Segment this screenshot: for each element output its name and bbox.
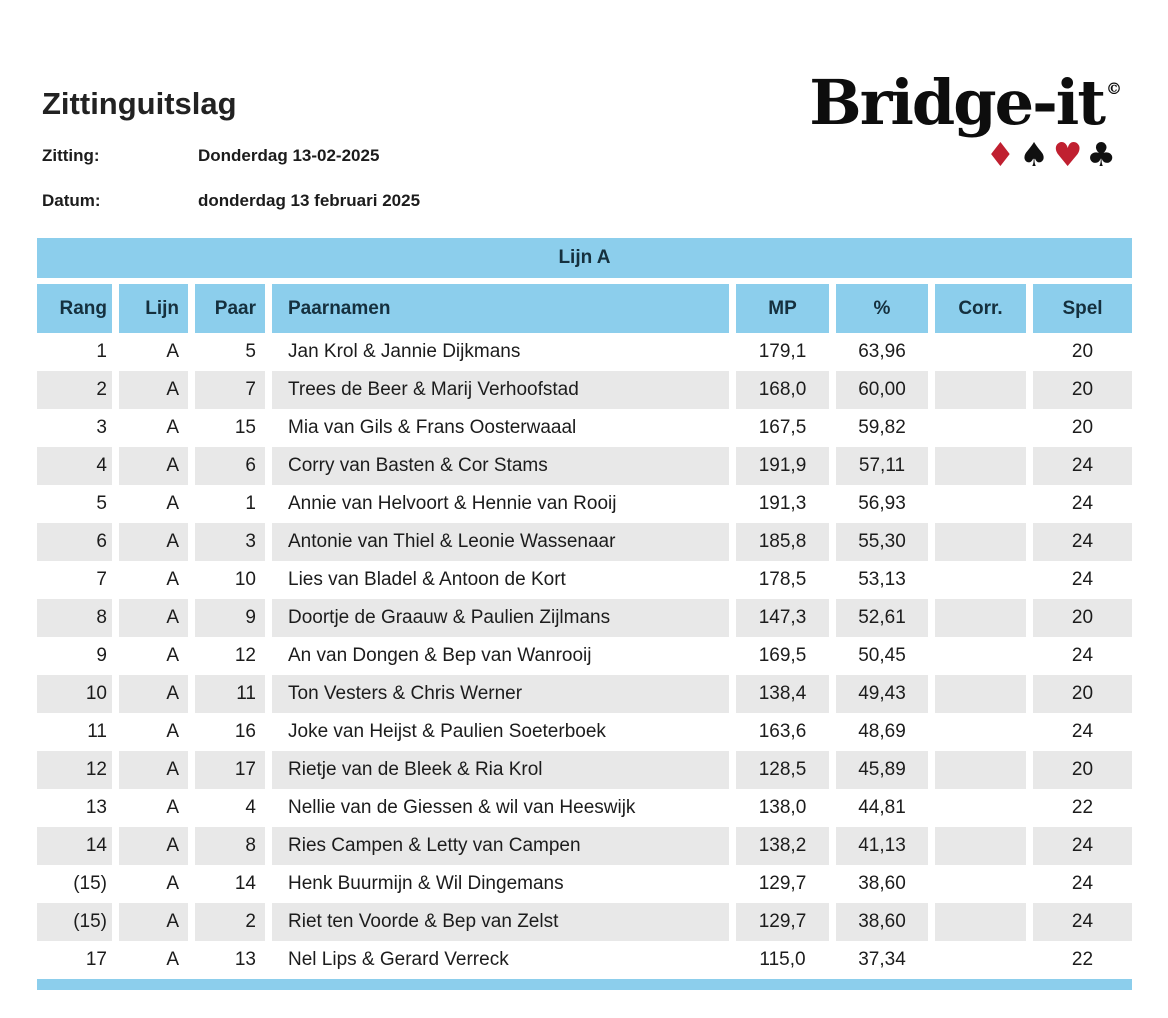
- cell-corr: [935, 447, 1026, 485]
- cell-spel: 22: [1071, 949, 1094, 970]
- club-suit-icon: ♣: [1086, 135, 1120, 175]
- cell-paar: 10: [234, 569, 256, 590]
- table-row: [37, 333, 1132, 371]
- table-row: [37, 751, 1132, 789]
- cell-paar: 13: [234, 949, 256, 970]
- cell-paarnamen: Rietje van de Bleek & Ria Krol: [272, 751, 729, 789]
- cell-mp: 168,0: [736, 371, 829, 409]
- bridge-it-logo-text: Bridge-it ©: [809, 66, 1122, 139]
- cell-lijn: A: [119, 827, 188, 865]
- table-header-row: [37, 284, 1132, 333]
- cell-mp: 167,5: [758, 417, 807, 438]
- cell-paar: 16: [234, 721, 256, 742]
- cell-paarnamen: Trees de Beer & Marij Verhoofstad: [272, 371, 729, 409]
- bridge-it-logo: [809, 66, 1122, 175]
- cell-rang: 8: [37, 599, 112, 637]
- cell-paarnamen: Henk Buurmijn & Wil Dingemans: [288, 873, 564, 894]
- session-meta: [42, 146, 420, 236]
- cell-lijn: A: [119, 371, 188, 409]
- zitting-value: Donderdag 13-02-2025: [198, 146, 380, 165]
- copyright-icon: ©: [1106, 79, 1122, 98]
- heart-suit-icon: ♥: [1052, 135, 1087, 175]
- cell-rang: 3: [96, 417, 107, 438]
- cell-rang: 2: [37, 371, 112, 409]
- column-header-paar: Paar: [195, 284, 265, 333]
- cell-rang: 6: [37, 523, 112, 561]
- cell-percent: 57,11: [836, 447, 928, 485]
- table-row: [37, 599, 1132, 637]
- cell-paarnamen: Riet ten Voorde & Bep van Zelst: [272, 903, 729, 941]
- cell-paarnamen: Ton Vesters & Chris Werner: [272, 675, 729, 713]
- cell-paarnamen: Joke van Heijst & Paulien Soeterboek: [288, 721, 606, 742]
- table-row: [37, 713, 1132, 751]
- zitting-row: [42, 146, 420, 166]
- table-row: [37, 637, 1132, 675]
- cell-mp: 191,3: [758, 493, 807, 514]
- cell-paarnamen: Lies van Bladel & Antoon de Kort: [288, 569, 566, 590]
- cell-percent: 37,34: [858, 949, 906, 970]
- cell-paarnamen: Mia van Gils & Frans Oosterwaaal: [288, 417, 577, 438]
- cell-spel: 24: [1071, 721, 1094, 742]
- cell-lijn: A: [119, 903, 188, 941]
- cell-spel: 22: [1071, 797, 1094, 818]
- table-row: [37, 903, 1132, 941]
- cell-spel: 24: [1071, 645, 1094, 666]
- cell-spel: 24: [1033, 447, 1132, 485]
- cell-paarnamen: Annie van Helvoort & Hennie van Rooij: [288, 493, 617, 514]
- cell-spel: 20: [1033, 371, 1132, 409]
- cell-percent: 45,89: [836, 751, 928, 789]
- cell-corr: [935, 941, 1026, 979]
- cell-paar: 1: [245, 493, 256, 514]
- cell-rang: 14: [37, 827, 112, 865]
- cell-percent: 41,13: [836, 827, 928, 865]
- cell-percent: 44,81: [858, 797, 906, 818]
- table-row: [37, 523, 1132, 561]
- section-header-lijn-a: Lijn A: [37, 238, 1132, 278]
- cell-percent: 55,30: [836, 523, 928, 561]
- cell-paarnamen: Ries Campen & Letty van Campen: [272, 827, 729, 865]
- cell-spel: 20: [1033, 751, 1132, 789]
- cell-mp: 129,7: [758, 873, 807, 894]
- cell-corr: [935, 561, 1026, 599]
- cell-rang: 17: [85, 949, 107, 970]
- column-header-spel: Spel: [1033, 284, 1132, 333]
- cell-corr: [935, 637, 1026, 675]
- cell-paarnamen: Jan Krol & Jannie Dijkmans: [288, 341, 521, 362]
- datum-row: [42, 191, 420, 211]
- cell-mp: 169,5: [758, 645, 807, 666]
- cell-spel: 24: [1033, 523, 1132, 561]
- cell-mp: 179,1: [758, 341, 807, 362]
- cell-lijn: A: [119, 599, 188, 637]
- cell-lijn: A: [166, 873, 179, 894]
- cell-paar: 8: [195, 827, 265, 865]
- table-body: [37, 333, 1132, 979]
- cell-corr: [935, 409, 1026, 447]
- cell-corr: [935, 523, 1026, 561]
- cell-spel: 24: [1071, 569, 1094, 590]
- table-row: [37, 789, 1132, 827]
- table-row: [37, 941, 1132, 979]
- table-row: [37, 827, 1132, 865]
- cell-mp: 129,7: [736, 903, 829, 941]
- cell-mp: 178,5: [758, 569, 807, 590]
- cell-percent: 59,82: [858, 417, 906, 438]
- cell-corr: [935, 865, 1026, 903]
- cell-paarnamen: Nellie van de Giessen & wil van Heeswijk: [288, 797, 636, 818]
- results-table: [37, 238, 1132, 990]
- cell-rang: (15): [37, 903, 112, 941]
- table-row: [37, 865, 1132, 903]
- cell-mp: 185,8: [736, 523, 829, 561]
- column-header-corr: Corr.: [935, 284, 1026, 333]
- cell-rang: 11: [87, 721, 107, 742]
- cell-mp: 138,2: [736, 827, 829, 865]
- cell-mp: 163,6: [758, 721, 807, 742]
- cell-paarnamen: Nel Lips & Gerard Verreck: [288, 949, 509, 970]
- cell-lijn: A: [166, 797, 179, 818]
- table-row: [37, 371, 1132, 409]
- cell-spel: 24: [1033, 903, 1132, 941]
- cell-spel: 24: [1071, 493, 1094, 514]
- cell-paarnamen: Doortje de Graauw & Paulien Zijlmans: [272, 599, 729, 637]
- cell-corr: [935, 675, 1026, 713]
- cell-rang: 12: [37, 751, 112, 789]
- cell-rang: 9: [96, 645, 107, 666]
- cell-mp: 128,5: [736, 751, 829, 789]
- cell-spel: 24: [1071, 873, 1094, 894]
- table-row: [37, 561, 1132, 599]
- cell-corr: [935, 485, 1026, 523]
- table-row: [37, 447, 1132, 485]
- cell-percent: 50,45: [858, 645, 906, 666]
- cell-paar: 9: [195, 599, 265, 637]
- table-bottom-bar: [37, 979, 1132, 990]
- cell-mp: 147,3: [736, 599, 829, 637]
- cell-paar: 11: [195, 675, 265, 713]
- cell-lijn: A: [166, 569, 179, 590]
- cell-paar: 14: [234, 873, 256, 894]
- cell-paar: 15: [234, 417, 256, 438]
- page-title: Zittinguitslag: [42, 86, 237, 121]
- cell-rang: 13: [85, 797, 107, 818]
- cell-paar: 7: [195, 371, 265, 409]
- zitting-label: Zitting:: [42, 146, 100, 165]
- cell-corr: [935, 903, 1026, 941]
- cell-paarnamen: Corry van Basten & Cor Stams: [272, 447, 729, 485]
- cell-paar: 4: [245, 797, 256, 818]
- cell-corr: [935, 713, 1026, 751]
- cell-lijn: A: [166, 341, 179, 362]
- column-header-paarnamen: Paarnamen: [272, 284, 729, 333]
- diamond-suit-icon: ♦: [985, 135, 1020, 175]
- cell-corr: [935, 599, 1026, 637]
- document-header: [0, 0, 1168, 238]
- cell-percent: 52,61: [836, 599, 928, 637]
- cell-corr: [935, 789, 1026, 827]
- cell-percent: 56,93: [858, 493, 906, 514]
- cell-spel: 20: [1033, 599, 1132, 637]
- cell-lijn: A: [166, 493, 179, 514]
- cell-rang: (15): [73, 873, 107, 894]
- cell-paar: 5: [245, 341, 256, 362]
- cell-lijn: A: [119, 523, 188, 561]
- cell-mp: 138,4: [736, 675, 829, 713]
- cell-lijn: A: [166, 645, 179, 666]
- cell-paar: 17: [195, 751, 265, 789]
- column-header-lijn: Lijn: [119, 284, 188, 333]
- cell-rang: 4: [37, 447, 112, 485]
- cell-corr: [935, 371, 1026, 409]
- cell-corr: [935, 751, 1026, 789]
- table-row: [37, 675, 1132, 713]
- cell-lijn: A: [119, 675, 188, 713]
- cell-lijn: A: [119, 447, 188, 485]
- cell-spel: 24: [1033, 827, 1132, 865]
- cell-paarnamen: An van Dongen & Bep van Wanrooij: [288, 645, 592, 666]
- cell-corr: [935, 333, 1026, 371]
- column-header-mp: MP: [736, 284, 829, 333]
- cell-corr: [935, 827, 1026, 865]
- cell-paar: 6: [195, 447, 265, 485]
- datum-value: donderdag 13 februari 2025: [198, 191, 421, 210]
- cell-rang: 7: [96, 569, 107, 590]
- cell-paarnamen: Antonie van Thiel & Leonie Wassenaar: [272, 523, 729, 561]
- cell-percent: 38,60: [836, 903, 928, 941]
- table-row: [37, 409, 1132, 447]
- cell-percent: 38,60: [858, 873, 906, 894]
- column-header-rang: Rang: [37, 284, 112, 333]
- cell-percent: 53,13: [858, 569, 906, 590]
- cell-spel: 20: [1033, 675, 1132, 713]
- cell-lijn: A: [119, 751, 188, 789]
- cell-lijn: A: [166, 949, 179, 970]
- cell-percent: 60,00: [836, 371, 928, 409]
- column-header-percent: %: [836, 284, 928, 333]
- logo-suits: [809, 135, 1120, 175]
- cell-paar: 3: [195, 523, 265, 561]
- datum-label: Datum:: [42, 191, 101, 210]
- cell-rang: 1: [96, 341, 107, 362]
- cell-lijn: A: [166, 721, 179, 742]
- cell-percent: 49,43: [836, 675, 928, 713]
- cell-rang: 10: [37, 675, 112, 713]
- cell-spel: 20: [1071, 341, 1094, 362]
- spade-suit-icon: ♠: [1019, 135, 1053, 175]
- cell-lijn: A: [166, 417, 179, 438]
- cell-rang: 5: [96, 493, 107, 514]
- cell-mp: 115,0: [759, 949, 806, 970]
- cell-percent: 63,96: [858, 341, 906, 362]
- table-row: [37, 485, 1132, 523]
- cell-mp: 191,9: [736, 447, 829, 485]
- cell-spel: 20: [1071, 417, 1094, 438]
- cell-paar: 12: [234, 645, 256, 666]
- cell-mp: 138,0: [758, 797, 807, 818]
- cell-percent: 48,69: [858, 721, 906, 742]
- cell-paar: 2: [195, 903, 265, 941]
